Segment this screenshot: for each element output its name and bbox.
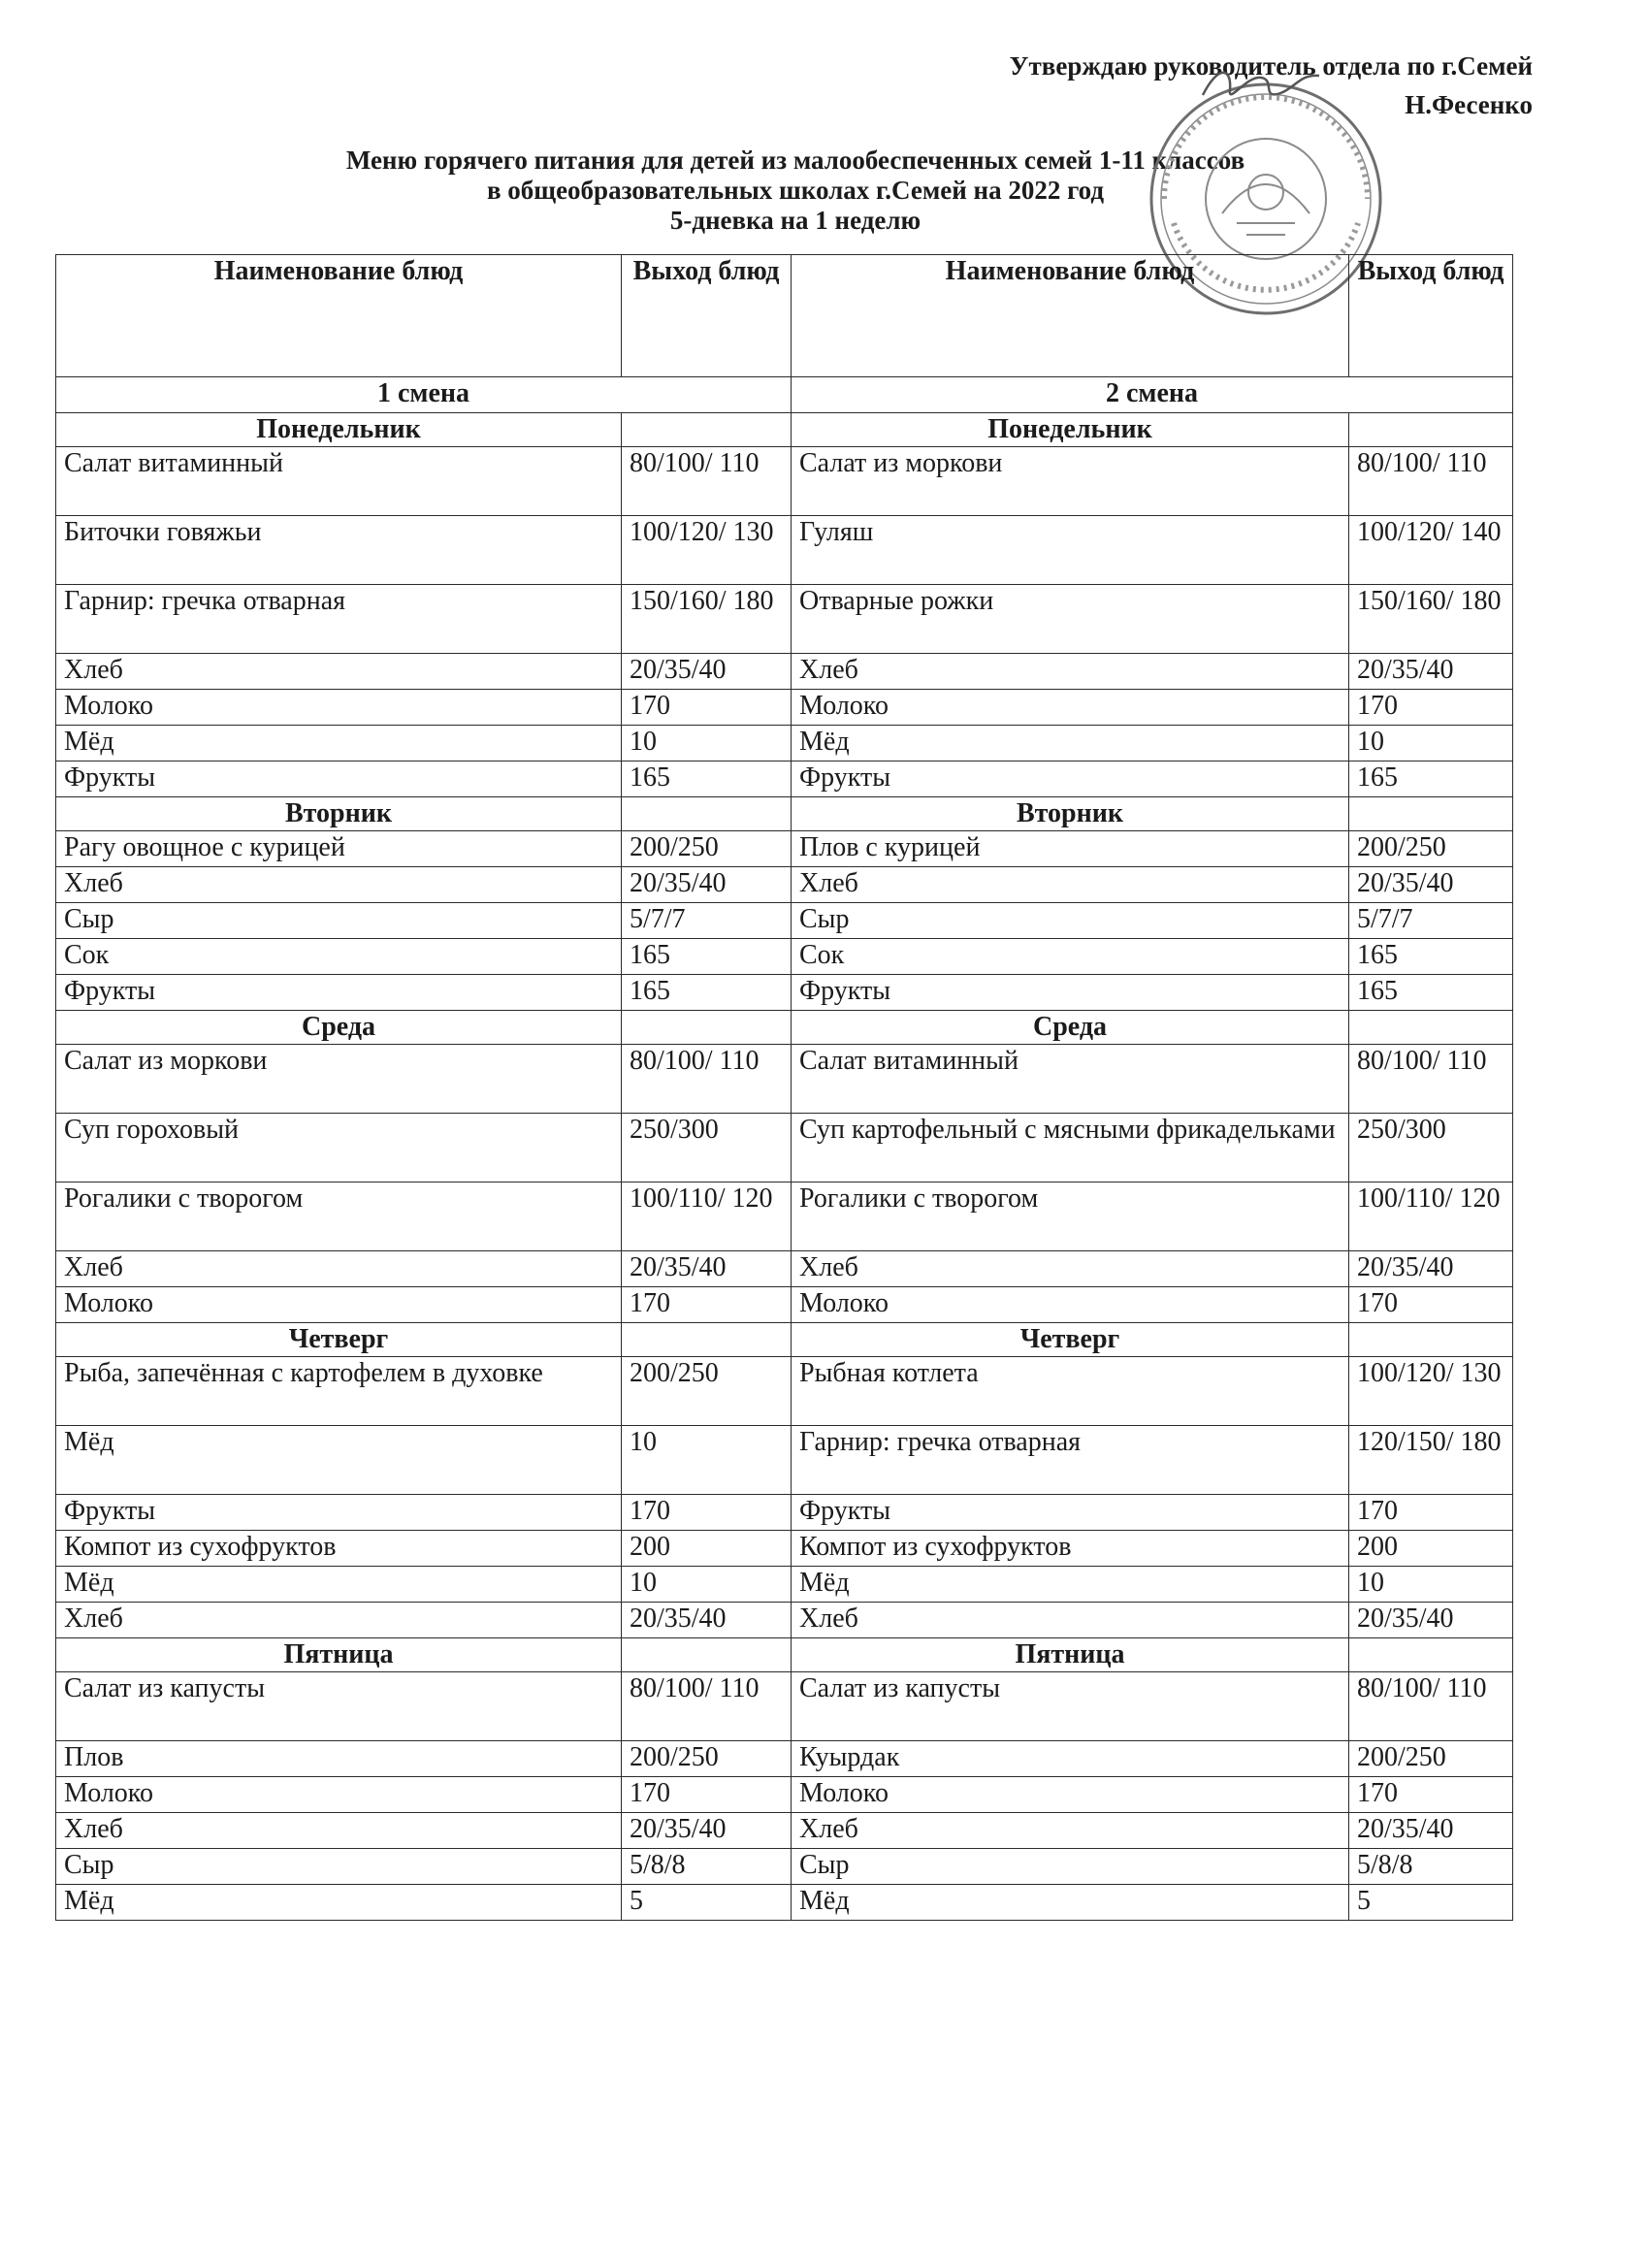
portion-shift-2: 5/8/8 xyxy=(1349,1849,1513,1885)
dish-shift-1: Фрукты xyxy=(56,1495,622,1531)
header-portion-2: Выход блюд xyxy=(1349,255,1513,377)
header-dish-name-2: Наименование блюд xyxy=(792,255,1349,377)
portion-shift-2: 170 xyxy=(1349,1495,1513,1531)
portion-shift-2: 10 xyxy=(1349,726,1513,761)
portion-shift-2: 100/120/ 140 xyxy=(1349,516,1513,585)
portion-shift-1: 165 xyxy=(622,939,792,975)
dish-shift-2: Фрукты xyxy=(792,1495,1349,1531)
approval-line-1: Утверждаю руководитель отдела по г.Семей xyxy=(1009,51,1533,81)
table-row xyxy=(56,1045,1513,1114)
portion-shift-2: 200 xyxy=(1349,1531,1513,1567)
dish-shift-2: Сыр xyxy=(792,903,1349,939)
portion-shift-2: 150/160/ 180 xyxy=(1349,585,1513,654)
dish-shift-1: Молоко xyxy=(56,1777,622,1813)
dish-shift-1: Салат из капусты xyxy=(56,1672,622,1741)
dish-shift-2: Гарнир: гречка отварная xyxy=(792,1426,1349,1495)
dish-shift-1: Рогалики с творогом xyxy=(56,1183,622,1251)
dish-shift-2: Сок xyxy=(792,939,1349,975)
dish-shift-1: Рагу овощное с курицей xyxy=(56,831,622,867)
dish-shift-1: Компот из сухофруктов xyxy=(56,1531,622,1567)
dish-shift-1: Салат из моркови xyxy=(56,1045,622,1114)
portion-shift-1: 20/35/40 xyxy=(622,867,792,903)
day-portion-empty-2 xyxy=(1349,1323,1513,1357)
dish-shift-1: Фрукты xyxy=(56,975,622,1011)
portion-shift-2: 100/120/ 130 xyxy=(1349,1357,1513,1426)
portion-shift-1: 100/110/ 120 xyxy=(622,1183,792,1251)
dish-shift-1: Молоко xyxy=(56,690,622,726)
day-portion-empty-2 xyxy=(1349,1011,1513,1045)
dish-shift-2: Хлеб xyxy=(792,1603,1349,1638)
portion-shift-1: 5 xyxy=(622,1885,792,1921)
portion-shift-2: 165 xyxy=(1349,975,1513,1011)
dish-shift-2: Мёд xyxy=(792,1567,1349,1603)
portion-shift-2: 200/250 xyxy=(1349,831,1513,867)
dish-shift-2: Салат из моркови xyxy=(792,447,1349,516)
portion-shift-2: 5 xyxy=(1349,1885,1513,1921)
dish-shift-2: Плов с курицей xyxy=(792,831,1349,867)
dish-shift-1: Мёд xyxy=(56,1426,622,1495)
dish-shift-1: Хлеб xyxy=(56,654,622,690)
dish-shift-1: Сок xyxy=(56,939,622,975)
dish-shift-2: Хлеб xyxy=(792,1813,1349,1849)
portion-shift-1: 80/100/ 110 xyxy=(622,1045,792,1114)
dish-shift-1: Мёд xyxy=(56,726,622,761)
dish-shift-2: Куырдак xyxy=(792,1741,1349,1777)
portion-shift-1: 5/7/7 xyxy=(622,903,792,939)
portion-shift-1: 200/250 xyxy=(622,1741,792,1777)
table-row xyxy=(56,1813,1513,1849)
portion-shift-1: 170 xyxy=(622,1495,792,1531)
portion-shift-2: 80/100/ 110 xyxy=(1349,1045,1513,1114)
day-portion-empty-2 xyxy=(1349,413,1513,447)
portion-shift-2: 20/35/40 xyxy=(1349,654,1513,690)
dish-shift-2: Салат витаминный xyxy=(792,1045,1349,1114)
day-portion-empty-1 xyxy=(622,413,792,447)
approval-line-2: Н.Фесенко xyxy=(1405,90,1533,119)
day-portion-empty-1 xyxy=(622,1638,792,1672)
day-portion-empty-1 xyxy=(622,1323,792,1357)
dish-shift-1: Салат витаминный xyxy=(56,447,622,516)
day-row xyxy=(56,1011,1513,1045)
portion-shift-2: 170 xyxy=(1349,1777,1513,1813)
dish-shift-2: Молоко xyxy=(792,690,1349,726)
table-row xyxy=(56,516,1513,585)
day-name-shift-2: Среда xyxy=(792,1011,1349,1045)
table-row xyxy=(56,1495,1513,1531)
day-name-shift-1: Пятница xyxy=(56,1638,622,1672)
portion-shift-1: 10 xyxy=(622,1567,792,1603)
menu-table-body xyxy=(56,255,1513,1921)
portion-shift-1: 100/120/ 130 xyxy=(622,516,792,585)
table-row xyxy=(56,761,1513,797)
portion-shift-2: 120/150/ 180 xyxy=(1349,1426,1513,1495)
dish-shift-1: Гарнир: гречка отварная xyxy=(56,585,622,654)
portion-shift-1: 250/300 xyxy=(622,1114,792,1183)
portion-shift-1: 20/35/40 xyxy=(622,1813,792,1849)
dish-shift-1: Биточки говяжьи xyxy=(56,516,622,585)
portion-shift-2: 20/35/40 xyxy=(1349,1813,1513,1849)
portion-shift-2: 100/110/ 120 xyxy=(1349,1183,1513,1251)
dish-shift-2: Отварные рожки xyxy=(792,585,1349,654)
dish-shift-2: Салат из капусты xyxy=(792,1672,1349,1741)
portion-shift-2: 165 xyxy=(1349,939,1513,975)
portion-shift-1: 20/35/40 xyxy=(622,1251,792,1287)
portion-shift-1: 200 xyxy=(622,1531,792,1567)
portion-shift-2: 250/300 xyxy=(1349,1114,1513,1183)
title-line-1: Меню горячего питания для детей из малообеспеченных семей 1-11 классов xyxy=(345,146,1245,175)
shift-1-label: 1 смена xyxy=(56,377,792,413)
dish-shift-2: Мёд xyxy=(792,726,1349,761)
dish-shift-2: Хлеб xyxy=(792,1251,1349,1287)
dish-shift-2: Молоко xyxy=(792,1287,1349,1323)
table-row xyxy=(56,1885,1513,1921)
table-row xyxy=(56,939,1513,975)
portion-shift-2: 165 xyxy=(1349,761,1513,797)
portion-shift-1: 5/8/8 xyxy=(622,1849,792,1885)
table-row xyxy=(56,1603,1513,1638)
portion-shift-1: 10 xyxy=(622,726,792,761)
portion-shift-2: 20/35/40 xyxy=(1349,867,1513,903)
portion-shift-1: 170 xyxy=(622,1777,792,1813)
portion-shift-1: 10 xyxy=(622,1426,792,1495)
header-portion-1: Выход блюд xyxy=(622,255,792,377)
header-row xyxy=(56,255,1513,377)
document-title xyxy=(223,146,1368,236)
header-dish-name-1: Наименование блюд xyxy=(56,255,622,377)
table-row xyxy=(56,726,1513,761)
portion-shift-1: 165 xyxy=(622,975,792,1011)
day-portion-empty-1 xyxy=(622,797,792,831)
table-row xyxy=(56,1183,1513,1251)
table-row xyxy=(56,1287,1513,1323)
portion-shift-1: 170 xyxy=(622,690,792,726)
table-row xyxy=(56,1426,1513,1495)
table-row xyxy=(56,1251,1513,1287)
dish-shift-1: Фрукты xyxy=(56,761,622,797)
day-name-shift-1: Понедельник xyxy=(56,413,622,447)
portion-shift-2: 80/100/ 110 xyxy=(1349,447,1513,516)
approval-block xyxy=(1010,47,1533,124)
dish-shift-2: Молоко xyxy=(792,1777,1349,1813)
portion-shift-1: 80/100/ 110 xyxy=(622,447,792,516)
dish-shift-1: Суп гороховый xyxy=(56,1114,622,1183)
portion-shift-2: 200/250 xyxy=(1349,1741,1513,1777)
dish-shift-1: Хлеб xyxy=(56,1603,622,1638)
shift-row xyxy=(56,377,1513,413)
day-name-shift-2: Четверг xyxy=(792,1323,1349,1357)
menu-table xyxy=(55,254,1513,1921)
portion-shift-2: 80/100/ 110 xyxy=(1349,1672,1513,1741)
table-row xyxy=(56,585,1513,654)
day-row xyxy=(56,797,1513,831)
portion-shift-1: 20/35/40 xyxy=(622,1603,792,1638)
table-row xyxy=(56,1567,1513,1603)
dish-shift-1: Хлеб xyxy=(56,1251,622,1287)
table-row xyxy=(56,1741,1513,1777)
day-portion-empty-2 xyxy=(1349,1638,1513,1672)
day-name-shift-1: Вторник xyxy=(56,797,622,831)
dish-shift-2: Компот из сухофруктов xyxy=(792,1531,1349,1567)
portion-shift-1: 20/35/40 xyxy=(622,654,792,690)
dish-shift-1: Рыба, запечённая с картофелем в духовке xyxy=(56,1357,622,1426)
portion-shift-1: 170 xyxy=(622,1287,792,1323)
portion-shift-2: 170 xyxy=(1349,1287,1513,1323)
day-name-shift-1: Четверг xyxy=(56,1323,622,1357)
dish-shift-2: Хлеб xyxy=(792,654,1349,690)
dish-shift-2: Рыбная котлета xyxy=(792,1357,1349,1426)
dish-shift-2: Фрукты xyxy=(792,761,1349,797)
table-row xyxy=(56,1357,1513,1426)
table-row xyxy=(56,903,1513,939)
day-name-shift-1: Среда xyxy=(56,1011,622,1045)
day-row xyxy=(56,1638,1513,1672)
dish-shift-2: Суп картофельный с мясными фрикадельками xyxy=(792,1114,1349,1183)
day-row xyxy=(56,413,1513,447)
table-row xyxy=(56,831,1513,867)
title-line-3: 5-дневка на 1 неделю xyxy=(669,206,922,235)
table-row xyxy=(56,1531,1513,1567)
shift-2-label: 2 смена xyxy=(792,377,1513,413)
day-portion-empty-2 xyxy=(1349,797,1513,831)
table-row xyxy=(56,867,1513,903)
title-line-2: в общеобразовательных школах г.Семей на 2022 год xyxy=(486,176,1105,205)
table-row xyxy=(56,654,1513,690)
dish-shift-1: Сыр xyxy=(56,903,622,939)
dish-shift-1: Молоко xyxy=(56,1287,622,1323)
dish-shift-1: Хлеб xyxy=(56,1813,622,1849)
table-row xyxy=(56,1849,1513,1885)
table-row xyxy=(56,1114,1513,1183)
dish-shift-1: Хлеб xyxy=(56,867,622,903)
day-name-shift-2: Понедельник xyxy=(792,413,1349,447)
dish-shift-2: Гуляш xyxy=(792,516,1349,585)
dish-shift-1: Сыр xyxy=(56,1849,622,1885)
portion-shift-2: 10 xyxy=(1349,1567,1513,1603)
dish-shift-1: Плов xyxy=(56,1741,622,1777)
day-portion-empty-1 xyxy=(622,1011,792,1045)
day-row xyxy=(56,1323,1513,1357)
portion-shift-2: 20/35/40 xyxy=(1349,1251,1513,1287)
dish-shift-2: Мёд xyxy=(792,1885,1349,1921)
dish-shift-2: Рогалики с творогом xyxy=(792,1183,1349,1251)
portion-shift-2: 20/35/40 xyxy=(1349,1603,1513,1638)
portion-shift-1: 200/250 xyxy=(622,1357,792,1426)
dish-shift-1: Мёд xyxy=(56,1885,622,1921)
portion-shift-1: 200/250 xyxy=(622,831,792,867)
table-row xyxy=(56,1777,1513,1813)
portion-shift-1: 165 xyxy=(622,761,792,797)
dish-shift-1: Мёд xyxy=(56,1567,622,1603)
table-row xyxy=(56,1672,1513,1741)
portion-shift-2: 170 xyxy=(1349,690,1513,726)
day-name-shift-2: Пятница xyxy=(792,1638,1349,1672)
table-row xyxy=(56,690,1513,726)
table-row xyxy=(56,975,1513,1011)
portion-shift-2: 5/7/7 xyxy=(1349,903,1513,939)
dish-shift-2: Сыр xyxy=(792,1849,1349,1885)
table-row xyxy=(56,447,1513,516)
portion-shift-1: 150/160/ 180 xyxy=(622,585,792,654)
portion-shift-1: 80/100/ 110 xyxy=(622,1672,792,1741)
day-name-shift-2: Вторник xyxy=(792,797,1349,831)
dish-shift-2: Хлеб xyxy=(792,867,1349,903)
dish-shift-2: Фрукты xyxy=(792,975,1349,1011)
